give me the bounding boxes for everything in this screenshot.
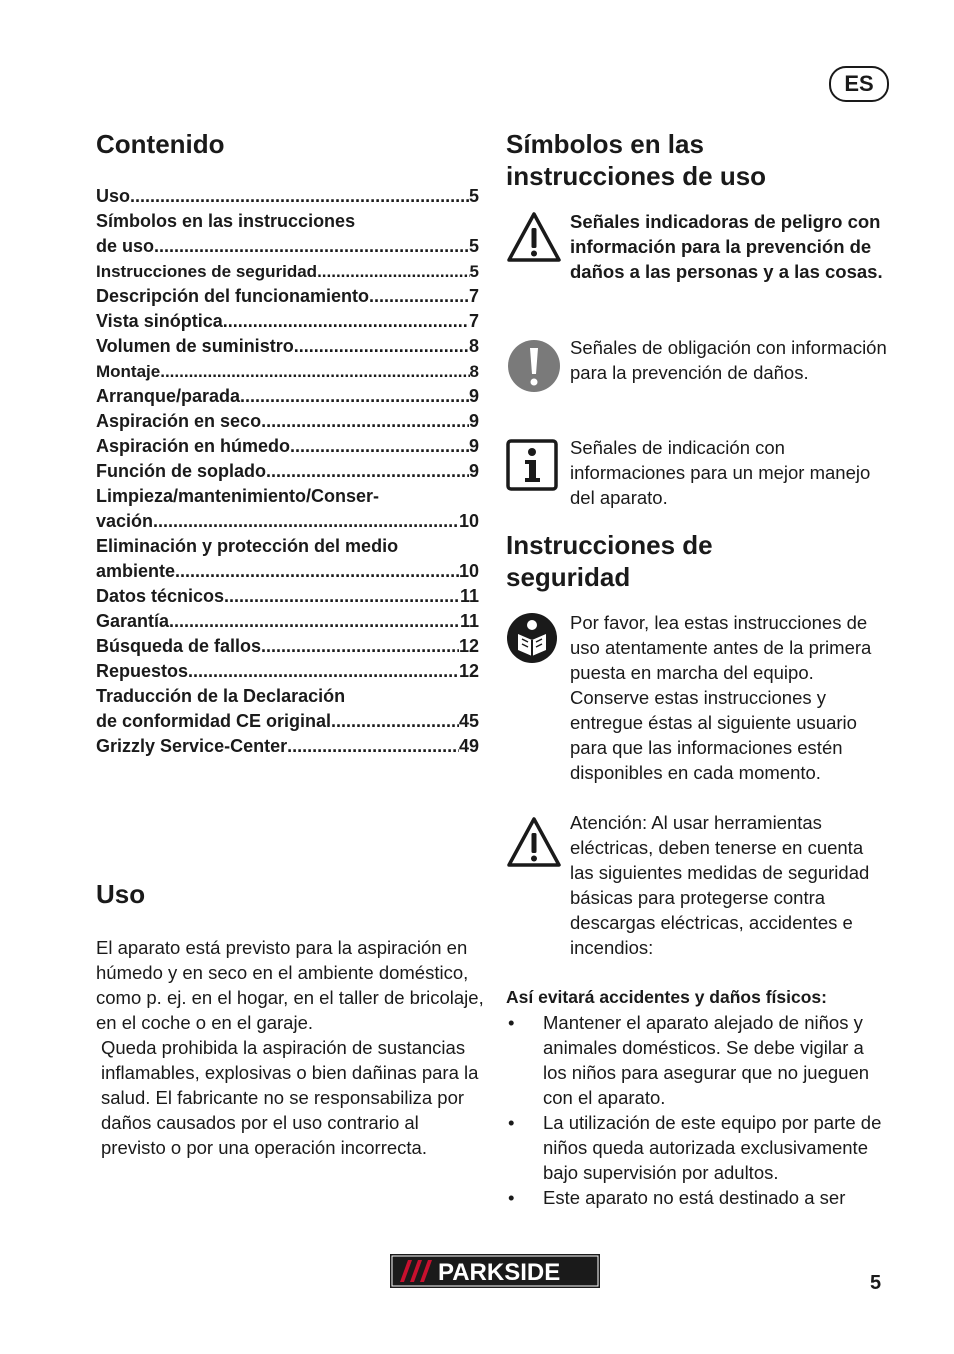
toc-entry-title: vación — [96, 511, 154, 531]
toc-entry[interactable] — [96, 309, 479, 334]
toc-entry[interactable] — [96, 584, 479, 609]
language-badge: ES — [829, 66, 889, 102]
toc-leader-dots — [223, 309, 469, 334]
toc-leader-dots — [240, 384, 469, 409]
toc-entry[interactable] — [96, 609, 479, 634]
toc-entry-page: 10 — [458, 511, 479, 531]
safety-bullet-list — [506, 1010, 890, 1210]
uso-paragraph-1: El aparato está previsto para la aspiración en húmedo y en seco en el ambiente doméstico, como p. ej. en el hogar, en el taller de bricolaje, en el coche o en el garaje. — [96, 937, 484, 1033]
toc-entry-title: Función de soplado — [96, 461, 266, 481]
bullet-marker: • — [508, 1187, 515, 1208]
uso-body — [96, 935, 484, 1160]
toc-entry[interactable] — [96, 409, 479, 434]
bullet-text: Este aparato no está destinado a ser — [543, 1187, 846, 1208]
toc-entry-title: Volumen de suministro — [96, 336, 294, 356]
toc-entry-page: 5 — [469, 262, 479, 281]
list-item — [506, 1010, 890, 1110]
toc-entry-title: Vista sinóptica — [96, 311, 223, 331]
toc-entry-page: 5 — [468, 186, 479, 206]
toc-entry-title: Aspiración en seco — [96, 411, 262, 431]
toc-entry-line: Traducción de la Declaración — [96, 686, 346, 706]
attention-triangle-icon — [506, 815, 562, 871]
seguridad-heading: Instrucciones de seguridad — [506, 530, 713, 592]
toc-entry-page: 9 — [468, 436, 479, 456]
toc-leader-dots — [154, 234, 469, 259]
toc-leader-dots — [266, 459, 469, 484]
toc-entry-page: 5 — [468, 236, 479, 256]
bullet-marker: • — [508, 1012, 515, 1033]
table-of-contents — [96, 184, 479, 759]
info-sign-icon — [506, 438, 562, 494]
toc-entry[interactable] — [96, 184, 479, 209]
bullet-text: Mantener el aparato alejado de niños y animales domésticos. Se debe vigilar a los niños para asegurar que no jueguen con el aparato. — [543, 1012, 870, 1108]
page-number: 5 — [870, 1272, 882, 1294]
warning-symbol-text: Señales indicadoras de peligro con información para la prevención de daños a las personas y a las cosas. — [570, 211, 883, 282]
toc-leader-dots — [369, 284, 469, 309]
toc-entry-page: 8 — [469, 362, 479, 381]
toc-title: Contenido — [96, 129, 225, 159]
toc-leader-dots — [175, 559, 459, 584]
toc-leader-dots — [290, 434, 469, 459]
toc-leader-dots — [287, 734, 459, 759]
uso-paragraph-2: Queda prohibida la aspiración de sustancias inflamables, explosivas o bien dañinas para la salud. El fabricante no se responsabiliza por daños causados por el uso contrario al previsto o por una operación incorrecta. — [101, 1037, 479, 1158]
toc-entry-title: Instrucciones de seguridad — [96, 262, 318, 281]
toc-entry-line: Símbolos en las instrucciones — [96, 211, 356, 231]
safety-subheading: Así evitará accidentes y daños físicos: — [506, 987, 827, 1007]
logo-text: PARKSIDE — [438, 1259, 561, 1286]
toc-leader-dots — [169, 609, 460, 634]
toc-entry-page: 9 — [468, 461, 479, 481]
toc-entry-title: ambiente — [96, 561, 176, 581]
toc-entry-title: Uso — [96, 186, 131, 206]
toc-entry-page: 8 — [468, 336, 479, 356]
toc-entry[interactable] — [96, 434, 479, 459]
toc-entry-page: 49 — [458, 736, 479, 756]
toc-entry-page: 12 — [458, 636, 479, 656]
toc-entry-title: Montaje — [96, 362, 161, 381]
toc-entry-title: Repuestos — [96, 661, 189, 681]
toc-entry[interactable] — [96, 359, 479, 384]
toc-leader-dots — [294, 334, 469, 359]
toc-leader-dots — [160, 359, 469, 384]
toc-entry-line: Eliminación y protección del medio — [96, 536, 399, 556]
toc-entry-line: Limpieza/mantenimiento/Conser- — [96, 486, 380, 506]
obligation-sign-icon — [506, 338, 562, 394]
toc-entry-page: 7 — [468, 286, 479, 306]
toc-entry-page: 10 — [458, 561, 479, 581]
toc-leader-dots — [331, 709, 459, 734]
toc-entry[interactable] — [96, 259, 479, 284]
toc-entry-title: de conformidad CE original — [96, 711, 332, 731]
bullet-marker: • — [508, 1112, 515, 1133]
toc-entry[interactable] — [96, 459, 479, 484]
toc-entry-page: 11 — [459, 611, 479, 631]
toc-entry[interactable] — [96, 384, 479, 409]
read-manual-text: Por favor, lea estas instrucciones de uso atentamente antes de la primera puesta en marcha del equipo. Conserve estas instrucciones y entregue éstas al siguiente usuario para que las informaciones estén disponibles en cada momento. — [570, 612, 872, 783]
toc-entry-title: Garantía — [96, 611, 170, 631]
toc-leader-dots — [224, 584, 460, 609]
warning-triangle-icon — [506, 210, 562, 266]
toc-entry-page: 45 — [458, 711, 479, 731]
toc-entry-page: 9 — [468, 386, 479, 406]
toc-leader-dots — [261, 409, 469, 434]
toc-entry[interactable] — [96, 709, 479, 734]
toc-entry[interactable] — [96, 334, 479, 359]
read-manual-icon — [506, 612, 558, 664]
toc-entry-title: Arranque/parada — [96, 386, 241, 406]
toc-leader-dots — [188, 659, 459, 684]
toc-entry-page: 7 — [468, 311, 479, 331]
toc-leader-dots — [261, 634, 459, 659]
list-item — [506, 1110, 890, 1185]
toc-entry-title: de uso — [96, 236, 155, 256]
parkside-logo — [390, 1254, 600, 1288]
toc-leader-dots — [317, 259, 469, 284]
toc-entry-title: Descripción del funcionamiento — [96, 286, 370, 306]
toc-entry[interactable] — [96, 234, 479, 259]
simbolos-heading: Símbolos en las instrucciones de uso — [506, 129, 767, 191]
bullet-text: La utilización de este equipo por parte de niños queda autorizada exclusivamente bajo supervisión por adultos. — [543, 1112, 882, 1183]
attention-text: Atención: Al usar herramientas eléctricas, deben tenerse en cuenta las siguientes medidas de seguridad básicas para protegerse contra descargas eléctricas, accidentes e incendios: — [570, 812, 870, 958]
toc-entry[interactable] — [96, 734, 479, 759]
toc-entry-title: Aspiración en húmedo — [96, 436, 291, 456]
toc-entry[interactable] — [96, 659, 479, 684]
toc-entry-title: Grizzly Service-Center — [96, 736, 288, 756]
toc-entry-page: 11 — [459, 586, 479, 606]
toc-entry[interactable] — [96, 284, 479, 309]
obligation-symbol-text: Señales de obligación con información para la prevención de daños. — [570, 337, 887, 383]
toc-entry[interactable] — [96, 509, 479, 534]
uso-heading: Uso — [96, 879, 146, 909]
toc-leader-dots — [153, 509, 459, 534]
toc-entry[interactable] — [96, 634, 479, 659]
toc-entry[interactable] — [96, 559, 479, 584]
toc-entry-page: 9 — [468, 411, 479, 431]
toc-entry-title: Datos técnicos — [96, 586, 225, 606]
toc-entry-page: 12 — [458, 661, 479, 681]
toc-entry-title: Búsqueda de fallos — [96, 636, 262, 656]
toc-leader-dots — [130, 184, 469, 209]
list-item — [506, 1185, 890, 1210]
info-symbol-text: Señales de indicación con informaciones para un mejor manejo del aparato. — [570, 437, 871, 508]
